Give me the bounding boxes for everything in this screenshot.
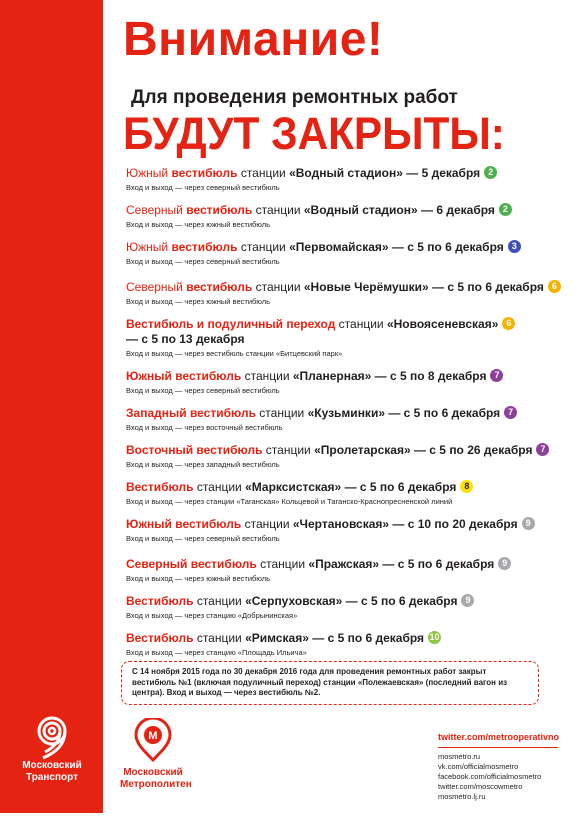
closure-title	[126, 317, 566, 332]
closure-detail: Вход и выход — через южный вестибюль	[126, 574, 271, 583]
closure-side: Южный	[126, 166, 172, 180]
closure-vestibule: Южный вестибюль	[126, 517, 242, 531]
polezhaevskaya-note: С 14 ноября 2015 года по 30 декабря 2016 года для проведения ремонтных работ закрыт вестибюль №1 (включая подуличный переход) станции «Полежаевская» (последний вагон из центра). Вход и выход — через вестибюль №2.	[121, 661, 539, 705]
closure-title	[126, 240, 566, 255]
link-mosmetro[interactable]: mosmetro.ru	[438, 752, 481, 761]
twitter-operativno-link[interactable]: twitter.com/metrooperativno	[438, 732, 560, 742]
closure-title	[126, 594, 566, 609]
metro-logo-line2: Метрополитен	[120, 779, 192, 790]
closure-station-dates: «Кузьминки» — с 5 по 6 декабря	[307, 406, 501, 420]
closure-vestibule: Северный вестибюль	[126, 557, 257, 571]
closure-item	[126, 203, 566, 230]
transport-logo-line1: Московский	[22, 760, 82, 771]
closure-title	[126, 443, 566, 458]
closure-station-dates: «Пражская» — с 5 по 6 декабря	[308, 557, 495, 571]
closure-vestibule: Восточный вестибюль	[126, 443, 263, 457]
closure-station-dates: «Водный стадион» — 6 декабря	[303, 203, 495, 217]
closure-item	[126, 317, 566, 359]
metro-line-badge: 10	[429, 632, 440, 643]
closure-detail: Вход и выход — через северный вестибюль	[126, 183, 280, 192]
closure-vestibule: вестибюль	[186, 280, 253, 294]
metro-line-badge: 8	[460, 480, 473, 493]
closure-station-dates: «Первомайская» — с 5 по 6 декабря	[289, 240, 504, 254]
closure-station-dates: «Новоясеневская»	[386, 317, 499, 331]
closure-station-dates: «Серпуховская» — с 5 по 6 декабря	[245, 594, 458, 608]
metro-line-badge: 7	[490, 369, 503, 382]
link-twitter-moscowmetro[interactable]: twitter.com/moscowmetro	[438, 782, 523, 791]
closure-title	[126, 166, 566, 181]
closure-detail: Вход и выход — через южный вестибюль	[126, 297, 271, 306]
closure-station-word: станции	[193, 631, 246, 645]
closure-item	[126, 369, 566, 396]
closure-station-word: станции	[335, 317, 387, 331]
metro-line-badge: 7	[536, 443, 549, 456]
link-vk[interactable]: vk.com/officialmosmetro	[438, 762, 519, 771]
closure-vestibule: Южный вестибюль	[126, 369, 242, 383]
closure-title	[126, 631, 566, 646]
closure-title	[126, 557, 566, 572]
closure-item	[126, 517, 566, 544]
closure-vestibule: вестибюль	[171, 240, 238, 254]
closure-detail: Вход и выход — через станцию «Добрынинская»	[126, 611, 298, 620]
closure-vestibule: Вестибюль	[126, 631, 194, 645]
closure-item	[126, 480, 566, 507]
closure-vestibule: вестибюль	[186, 203, 253, 217]
closure-item	[126, 443, 566, 470]
closure-title	[126, 203, 566, 218]
closure-station-word: станции	[255, 406, 308, 420]
closure-detail: Вход и выход — через северный вестибюль	[126, 534, 280, 543]
closure-item	[126, 280, 566, 307]
metro-line-badge: 7	[504, 406, 517, 419]
closure-station-dates: «Планерная» — с 5 по 8 декабря	[292, 369, 487, 383]
closure-detail: Вход и выход — через станцию «Площадь Ильича»	[126, 648, 307, 657]
link-livejournal[interactable]: mosmetro.lj.ru	[438, 792, 486, 801]
closure-station-word: станции	[241, 517, 293, 531]
social-links	[438, 732, 568, 802]
metro-line-badge: 2	[499, 203, 512, 216]
closure-detail: Вход и выход — через западный вестибюль	[126, 460, 280, 469]
closure-detail: Вход и выход — через северный вестибюль	[126, 257, 280, 266]
closure-station-word: станции	[252, 203, 304, 217]
closure-vestibule: вестибюль	[171, 166, 238, 180]
closure-title	[126, 406, 566, 421]
closure-station-word: станции	[256, 557, 309, 571]
closure-detail: Вход и выход — через южный вестибюль	[126, 220, 271, 229]
closure-station-dates: «Чертановская» — с 10 по 20 декабря	[292, 517, 518, 531]
closure-vestibule: Западный вестибюль	[126, 406, 256, 420]
metro-pin-icon	[131, 718, 175, 762]
closed-heading: БУДУТ ЗАКРЫТЫ:	[123, 108, 505, 159]
moscow-transport-logo	[14, 714, 90, 784]
closure-title	[126, 517, 566, 532]
closure-title	[126, 480, 566, 495]
closure-detail: Вход и выход — через северный вестибюль	[126, 386, 280, 395]
metro-line-badge: 9	[522, 517, 535, 530]
headline: Внимание!	[123, 13, 384, 66]
closure-station-word: станции	[237, 166, 290, 180]
closure-station-dates: «Новые Черёмушки» — с 5 по 6 декабря	[303, 280, 544, 294]
closure-station-word: станции	[262, 443, 315, 457]
closure-station-word: станции	[237, 240, 290, 254]
closure-station-word: станции	[193, 480, 246, 494]
transport-logo-line2: Транспорт	[25, 772, 79, 783]
closure-detail: Вход и выход — через вестибюль станции «Битцевский парк»	[126, 349, 343, 358]
closure-vestibule: Вестибюль	[126, 480, 194, 494]
metro-line-badge: 2	[484, 166, 497, 179]
closure-list	[126, 166, 566, 658]
closure-side: Северный	[126, 203, 187, 217]
closure-vestibule: Вестибюль и подуличный переход	[126, 317, 336, 331]
closure-item	[126, 594, 566, 621]
closure-title	[126, 280, 566, 295]
closure-item	[126, 557, 566, 584]
moscow-metro-logo	[120, 718, 192, 791]
metro-line-badge: 3	[508, 240, 521, 253]
red-sidebar	[0, 0, 103, 813]
metro-logo-line1: Московский	[123, 767, 183, 778]
metro-line-badge: 6	[502, 317, 515, 330]
transport-nine-icon	[29, 714, 75, 760]
closure-station-dates: «Римская» — с 5 по 6 декабря	[245, 631, 425, 645]
link-divider	[438, 747, 558, 748]
link-facebook[interactable]: facebook.com/officialmosmetro	[438, 772, 542, 781]
closure-item	[126, 240, 566, 267]
metro-line-badge: 9	[498, 557, 511, 570]
closure-detail: Вход и выход — через восточный вестибюль	[126, 423, 283, 432]
closure-station-word: станции	[252, 280, 304, 294]
closure-station-dates: «Водный стадион» — 5 декабря	[289, 166, 481, 180]
closure-station-word: станции	[193, 594, 246, 608]
metro-line-badge: 6	[548, 280, 561, 293]
closure-detail: Вход и выход — через станции «Таганская» Кольцевой и Таганско-Краснопресненской линий	[126, 497, 453, 506]
closure-station-word: станции	[241, 369, 293, 383]
metro-logo-letter: М	[148, 730, 158, 742]
closure-station-dates: «Марксистская» — с 5 по 6 декабря	[245, 480, 457, 494]
closure-item	[126, 406, 566, 433]
closure-side: Северный	[126, 280, 187, 294]
closure-side: Южный	[126, 240, 172, 254]
closure-title	[126, 369, 566, 384]
closure-item	[126, 166, 566, 193]
closure-dates-cont: — с 5 по 13 декабря	[126, 332, 245, 346]
subheadline: Для проведения ремонтных работ	[131, 87, 458, 108]
closure-item	[126, 631, 566, 658]
closure-vestibule: Вестибюль	[126, 594, 194, 608]
metro-line-badge: 9	[461, 594, 474, 607]
closure-station-dates: «Пролетарская» — с 5 по 26 декабря	[314, 443, 533, 457]
